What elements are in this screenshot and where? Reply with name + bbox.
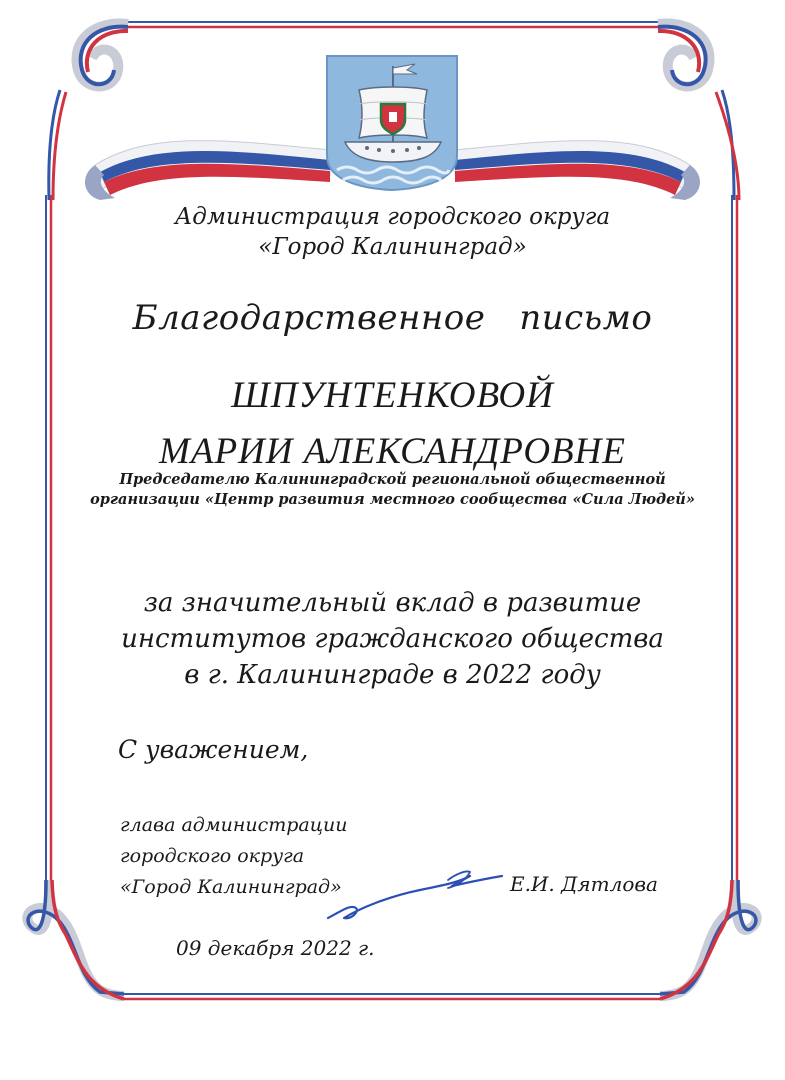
ribbon-banner-left [85, 141, 330, 200]
title-word-1: Благодарственное [132, 298, 486, 338]
document-date: 09 декабря 2022 г. [176, 936, 375, 960]
ribbon-banner-right [455, 141, 700, 200]
document-title [0, 298, 785, 338]
signatory-name: Е.И. Дятлова [510, 872, 658, 896]
city-emblem-logo [323, 52, 461, 192]
title-word-2: письмо [519, 298, 653, 338]
merit-line-2: институтов гражданского общества [121, 624, 664, 654]
recipient-surname: ШПУНТЕНКОВОЙ [231, 375, 554, 416]
signatory-role-line-2: городского округа [120, 845, 305, 867]
issuer-line-1: Администрация городского округа [174, 204, 611, 230]
handwritten-signature [320, 860, 510, 930]
signatory-role-line-3: «Город Калининград» [120, 876, 342, 898]
signatory-role [120, 810, 347, 903]
issuer-line-2: «Город Калининград» [258, 234, 527, 260]
recipient-name [0, 368, 785, 480]
closing-salutation: С уважением, [118, 735, 309, 764]
signatory-role-line-1: глава администрации [120, 814, 348, 836]
merit-line-3: в г. Калининграде в 2022 году [184, 660, 601, 690]
merit-line-1: за значительный вклад в развитие [143, 588, 642, 618]
recipient-given-names: МАРИИ АЛЕКСАНДРОВНЕ [159, 431, 626, 472]
ribbon-curl-bottom-left [27, 880, 124, 999]
position-line-2: организации «Центр развития местного сообщества «Сила Людей» [90, 491, 695, 508]
recipient-position [0, 470, 785, 510]
merit-text [0, 585, 785, 693]
position-line-1: Председателю Калининградской региональной общественной [119, 471, 666, 488]
frame-bottom-border [122, 994, 662, 999]
ribbon-curl-bottom-right [660, 880, 757, 999]
issuer-heading [0, 202, 785, 262]
frame-top-border [128, 22, 660, 27]
